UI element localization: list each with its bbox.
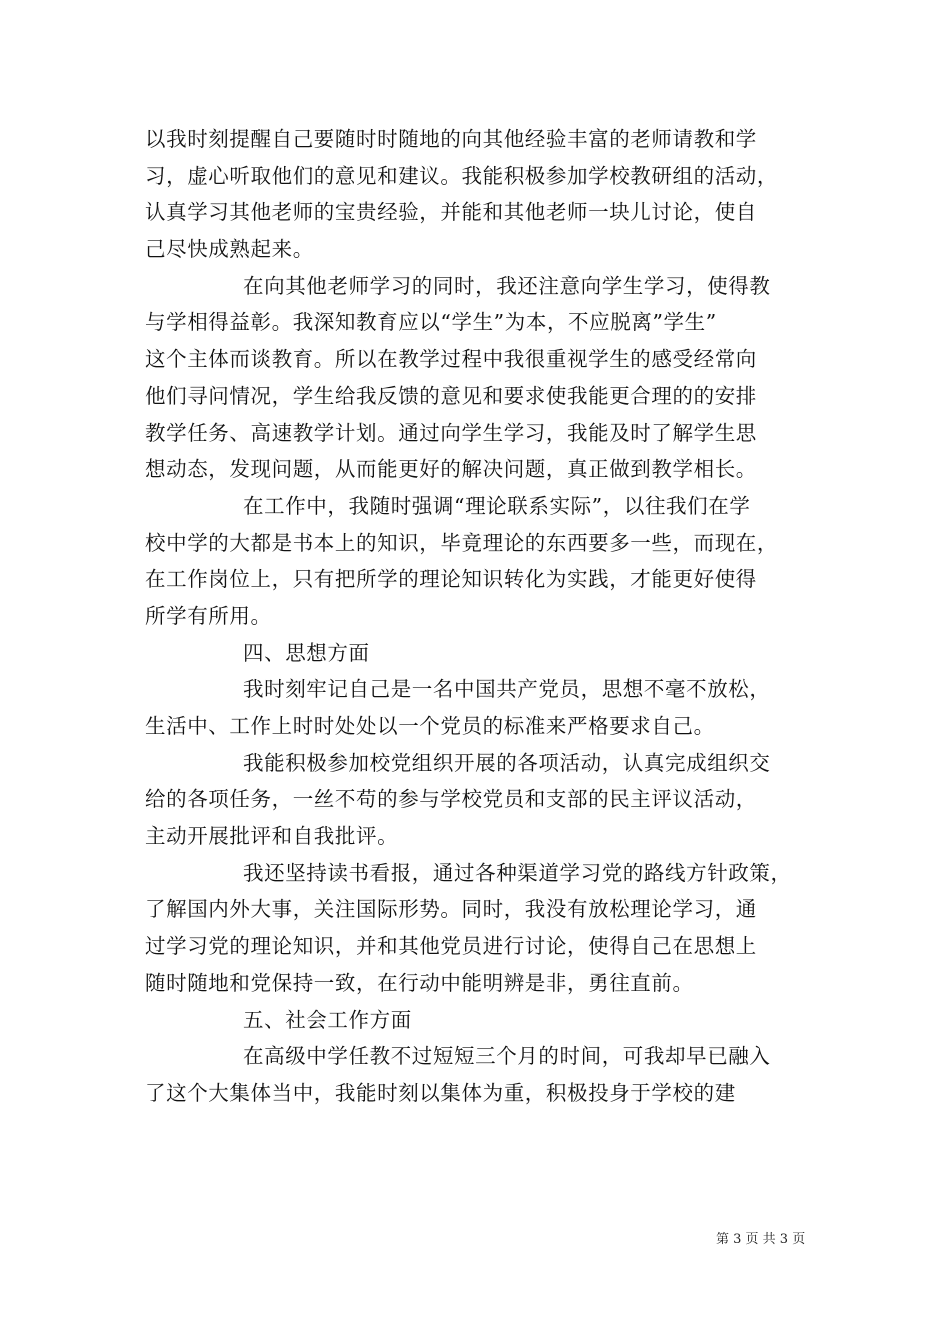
paragraph-first-line: 四、思想方面 [243,640,370,665]
text-line: 了解国内外大事，关注国际形势。同时，我没有放松理论学习，通 [145,897,757,922]
text-line: 与学相得益彰。我深知教育应以“学生”为本，不应脱离”学生” [145,310,717,335]
text-line: 习，虚心听取他们的意见和建议。我能积极参加学校教研组的活动， [145,163,778,188]
text-line: 给的各项任务，一丝不苟的参与学校党员和支部的民主评议活动， [145,787,757,812]
paragraph-first-line: 我还坚持读书看报，通过各种渠道学习党的路线方针政策， [243,860,792,885]
text-line: 随时随地和党保持一致，在行动中能明辨是非，勇往直前。 [145,970,694,995]
text-line: 生活中、工作上时时处处以一个党员的标准来严格要求自己。 [145,714,715,738]
text-line: 想动态，发现问题，从而能更好的解决问题，真正做到教学相长。 [145,457,757,482]
text-line: 教学任务、高速教学计划。通过向学生学习，我能及时了解学生思 [145,420,757,445]
text-line: 己尽快成熟起来。 [145,237,314,262]
text-line: 认真学习其他老师的宝贵经验，并能和其他老师一块儿讨论，使自 [145,200,757,225]
text-line: 了这个大集体当中，我能时刻以集体为重，积极投身于学校的建 [145,1080,736,1105]
text-line: 主动开展批评和自我批评。 [145,824,399,849]
text-line: 这个主体而谈教育。所以在教学过程中我很重视学生的感受经常向 [145,347,757,372]
paragraph-first-line: 在向其他老师学习的同时，我还注意向学生学习，使得教 [243,273,771,298]
paragraph-first-line: 在高级中学任教不过短短三个月的时间，可我却早已融入 [243,1044,771,1069]
paragraph-first-line: 我时刻牢记自己是一名中国共产党员，思想不毫不放松， [243,677,771,702]
text-line: 在工作岗位上，只有把所学的理论知识转化为实践，才能更好使得 [145,567,757,592]
page-number-footer: 第 3 页 共 3 页 [716,1232,806,1247]
document-body [145,121,815,1112]
text-line: 所学有所用。 [145,603,272,628]
text-line: 过学习党的理论知识，并和其他党员进行讨论，使得自己在思想上 [145,934,757,959]
paragraph-first-line: 五、社会工作方面 [243,1007,412,1032]
text-line: 以我时刻提醒自己要随时时随地的向其他经验丰富的老师请教和学 [145,127,757,151]
text-line: 他们寻问情况，学生给我反馈的意见和要求使我能更合理的的安排 [145,383,757,408]
text-line: 校中学的大都是书本上的知识，毕竟理论的东西要多一些，而现在， [145,530,778,555]
paragraph-first-line: 我能积极参加校党组织开展的各项活动，认真完成组织交 [243,750,771,775]
paragraph-first-line: 在工作中，我随时强调“理论联系实际”，以往我们在学 [243,493,751,518]
